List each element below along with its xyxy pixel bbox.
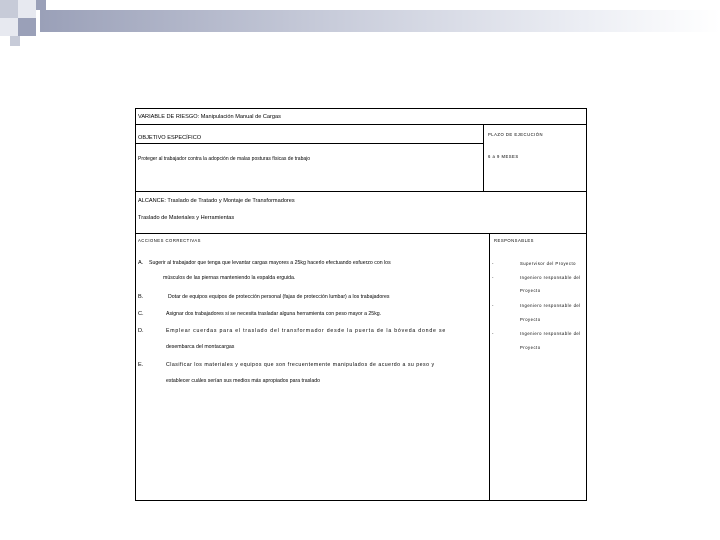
- deco-square-2: [18, 0, 36, 18]
- actions-column-label: ACCIONES CORRECTIVAS: [138, 238, 201, 243]
- responsable-text: Ingeniero responsable del: [520, 331, 581, 336]
- responsable-text: Supervisor del Proyecto: [520, 261, 576, 266]
- action-letter: E.: [138, 362, 144, 368]
- objective-row: [136, 124, 586, 192]
- objective-divider: [483, 124, 484, 191]
- responsable-bullet: -: [492, 303, 494, 308]
- actions-divider: [489, 233, 490, 500]
- action-text-line2: músculos de las piernas manteniendo la espalda erguida.: [163, 275, 296, 281]
- responsable-text: Ingeniero responsable del: [520, 275, 581, 280]
- responsables-column-label: RESPONSABLES: [494, 238, 534, 243]
- deco-square-6: [10, 36, 20, 46]
- deco-square-3: [0, 18, 18, 36]
- plazo-label: PLAZO DE EJECUCIÓN: [488, 132, 544, 137]
- action-text-line2: desembarca del montacargas: [166, 344, 235, 350]
- scope-subtext: Traslado de Materiales y Herramientas: [138, 215, 235, 221]
- action-letter: C.: [138, 311, 144, 317]
- decorative-header: [0, 0, 720, 40]
- alcance-text: ALCANCE: Traslado de Tratado y Montaje de Transformadores: [138, 198, 295, 204]
- action-text-line1: Sugerir al trabajador que tenga que levantar cargas mayores a 25kg hacerlo efectuando esfuerzo con los: [149, 260, 391, 266]
- responsable-bullet: -: [492, 275, 494, 280]
- plazo-value: 6 a 9 MESES: [488, 154, 519, 159]
- action-letter: D.: [138, 328, 144, 334]
- responsable-bullet: -: [492, 331, 494, 336]
- responsable-text: Proyecto: [520, 345, 541, 350]
- objective-text: Proteger al trabajador contra la adopción de malas posturas físicas de trabajo: [138, 156, 311, 162]
- variable-label: VARIABLE DE RIESGO: Manipulación Manual de Cargas: [138, 114, 281, 120]
- variable-row: [136, 109, 586, 125]
- action-text-line1: Emplear cuerdas para el traslado del transformador desde la puerta de la bóveda donde se: [166, 328, 447, 334]
- action-text-line1: Asignar dos trabajadores si se necesita trasladar alguna herramienta con peso mayor a 25kg.: [166, 311, 382, 317]
- action-text-line1: Dotar de equipos equipos de protección personal (fajas de protección lumbar) a los trabajadores: [168, 294, 390, 300]
- action-text-line1: Clasificar los materiales y equipos que son frecuentemente manipulados de acuerdo a su peso y: [166, 362, 435, 368]
- deco-square-4: [18, 18, 36, 36]
- objective-label: OBJETIVO ESPECÍFICO: [138, 135, 202, 141]
- scope-row: [136, 191, 586, 234]
- action-letter: A.: [138, 260, 144, 266]
- deco-square-1: [0, 0, 18, 18]
- deco-square-5: [36, 0, 46, 10]
- responsable-text: Proyecto: [520, 317, 541, 322]
- objective-label-row: [136, 124, 483, 144]
- responsable-text: Ingeniero responsable del: [520, 303, 581, 308]
- action-letter: B.: [138, 294, 144, 300]
- risk-form: [135, 108, 587, 501]
- action-text-line2: establecer cuáles serían sus medios más apropiados para traslado: [166, 378, 320, 384]
- responsable-bullet: -: [492, 261, 494, 266]
- gradient-band: [40, 10, 720, 32]
- responsable-text: Proyecto: [520, 288, 541, 293]
